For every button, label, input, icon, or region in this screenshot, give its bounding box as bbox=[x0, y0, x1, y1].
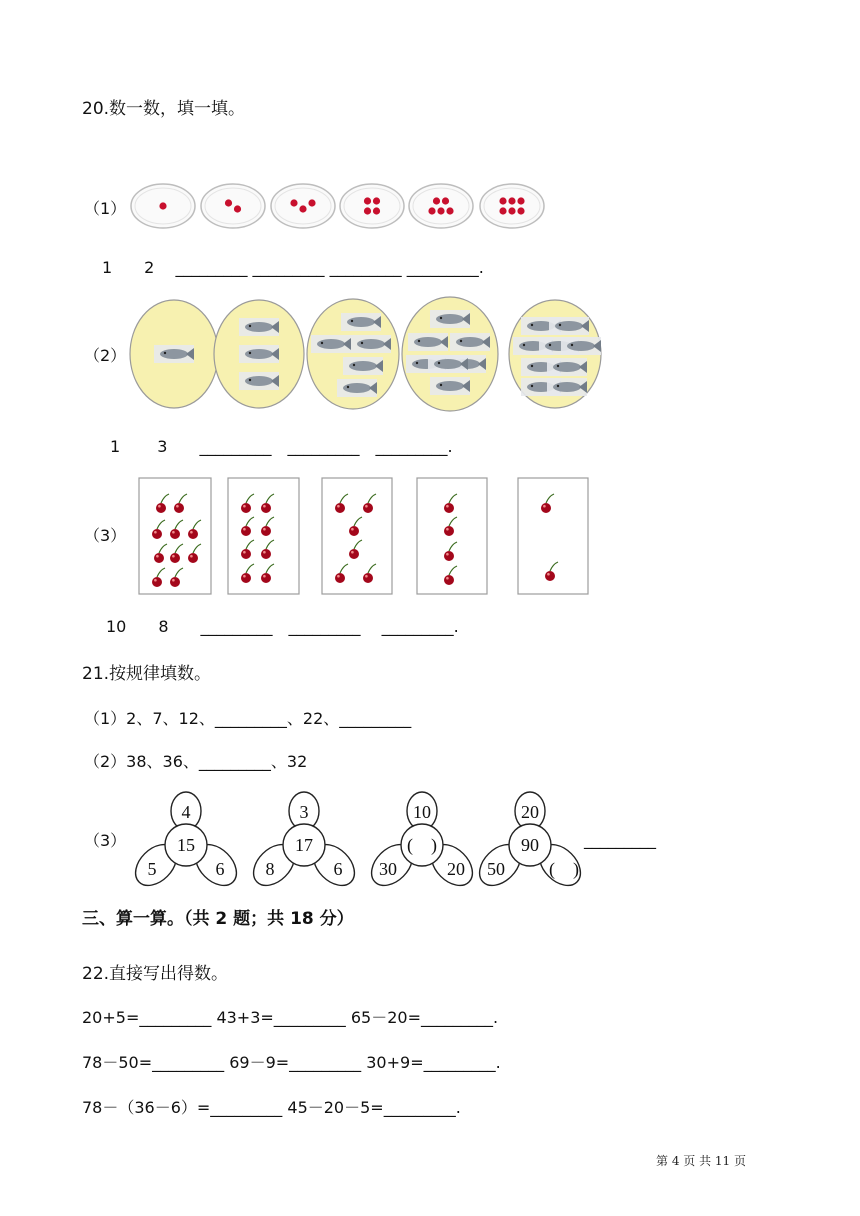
red-dot bbox=[499, 197, 506, 204]
q22-line1: 20+5=_________ 43+3=_________ 65－20=_________. bbox=[82, 1008, 499, 1027]
flower-center-number: ( ) bbox=[407, 835, 437, 855]
flower-left-number: 5 bbox=[147, 859, 157, 879]
dot-plate bbox=[201, 184, 265, 228]
red-dot bbox=[308, 199, 315, 206]
q20-row2-answers: 1 3 _________ _________ _________. bbox=[110, 437, 453, 456]
red-dot bbox=[364, 197, 371, 204]
red-dot bbox=[428, 207, 435, 214]
fish-oval bbox=[307, 299, 399, 409]
flower-center-number: 90 bbox=[521, 835, 539, 855]
q20-title: 20.数一数，填一填。 bbox=[82, 99, 246, 119]
q20-row2-label: （2） bbox=[84, 346, 127, 365]
flower-left-number: 8 bbox=[265, 859, 275, 879]
flower-right-number: ( ) bbox=[549, 859, 579, 879]
page-footer: 第 4 页 共 11 页 bbox=[656, 1154, 746, 1168]
fish-icon bbox=[430, 310, 470, 328]
cherry-box bbox=[518, 478, 588, 594]
q21-line2: （2）38、36、_________、32 bbox=[84, 752, 308, 771]
flower-top-number: 3 bbox=[299, 802, 309, 822]
number-flower bbox=[246, 792, 363, 893]
fish-icon bbox=[450, 333, 490, 351]
q21-blank3: _________ bbox=[584, 830, 656, 849]
number-flower bbox=[128, 792, 245, 893]
flower-center-number: 15 bbox=[177, 835, 195, 855]
q22-line2: 78－50=_________ 69－9=_________ 30+9=_________. bbox=[82, 1053, 501, 1072]
q20-row3-answers: 10 8 _________ _________ _________. bbox=[106, 617, 459, 636]
number-flower bbox=[364, 792, 481, 893]
flower-top-number: 10 bbox=[413, 802, 431, 822]
q20-row1-label: （1） bbox=[84, 199, 127, 218]
dot-plate bbox=[409, 184, 473, 228]
flower-top-number: 4 bbox=[181, 802, 191, 822]
cherry-box bbox=[417, 478, 487, 594]
q21-label3: （3） bbox=[84, 831, 127, 850]
red-dot bbox=[437, 207, 444, 214]
fish-icon bbox=[239, 318, 279, 336]
number-flowers bbox=[132, 790, 592, 890]
red-dot bbox=[442, 197, 449, 204]
red-dot bbox=[159, 202, 166, 209]
red-dot bbox=[508, 197, 515, 204]
red-dot bbox=[433, 197, 440, 204]
q21-line1: （1）2、7、12、_________、22、_________ bbox=[84, 709, 412, 728]
q20-row3-label: （3） bbox=[84, 526, 127, 545]
flower-top-number: 20 bbox=[521, 802, 539, 822]
red-dot bbox=[373, 207, 380, 214]
fish-icon bbox=[239, 372, 279, 390]
number-flower bbox=[472, 792, 589, 893]
red-dot bbox=[234, 205, 241, 212]
red-dot bbox=[517, 207, 524, 214]
fish-icon bbox=[547, 378, 587, 396]
cherry-boxes bbox=[136, 476, 596, 596]
fish-icon bbox=[430, 377, 470, 395]
dot-plate bbox=[271, 184, 335, 228]
fish-icon bbox=[549, 317, 589, 335]
fish-icon bbox=[428, 355, 468, 373]
q20-row1-answers: 1 2 _________ _________ _________ _________. bbox=[102, 258, 484, 277]
fish-icon bbox=[343, 357, 383, 375]
flower-center-number: 17 bbox=[295, 835, 313, 855]
flower-left-number: 30 bbox=[379, 859, 397, 879]
fish-icon bbox=[351, 335, 391, 353]
red-dot bbox=[508, 207, 515, 214]
cherry-box bbox=[139, 478, 211, 594]
fish-icon bbox=[154, 345, 194, 363]
fish-icon bbox=[311, 335, 351, 353]
red-dot bbox=[225, 199, 232, 206]
q22-line3: 78－（36－6）=_________ 45－20－5=_________. bbox=[82, 1098, 461, 1117]
red-dot bbox=[499, 207, 506, 214]
fish-ovals bbox=[130, 296, 610, 416]
red-dot bbox=[290, 199, 297, 206]
fish-icon bbox=[341, 313, 381, 331]
fish-icon bbox=[337, 379, 377, 397]
flower-right-number: 6 bbox=[333, 859, 343, 879]
q22-title: 22.直接写出得数。 bbox=[82, 964, 229, 984]
fish-icon bbox=[239, 345, 279, 363]
red-dot bbox=[517, 197, 524, 204]
flower-right-number: 6 bbox=[215, 859, 225, 879]
fish-oval bbox=[130, 300, 218, 408]
red-dot bbox=[364, 207, 371, 214]
q21-title: 21.按规律填数。 bbox=[82, 664, 212, 684]
fish-oval bbox=[509, 300, 601, 408]
fish-oval bbox=[402, 297, 498, 411]
dot-plates bbox=[128, 182, 558, 232]
cherry-box bbox=[228, 478, 299, 594]
dot-plate bbox=[480, 184, 544, 228]
red-dot bbox=[446, 207, 453, 214]
red-dot bbox=[299, 205, 306, 212]
red-dot bbox=[373, 197, 380, 204]
fish-icon bbox=[547, 358, 587, 376]
cherry-box bbox=[322, 478, 392, 594]
fish-icon bbox=[561, 337, 601, 355]
section3-title: 三、算一算。（共 2 题；共 18 分） bbox=[82, 909, 354, 929]
fish-icon bbox=[408, 333, 448, 351]
dot-plate bbox=[131, 184, 195, 228]
dot-plate bbox=[340, 184, 404, 228]
flower-right-number: 20 bbox=[447, 859, 465, 879]
flower-left-number: 50 bbox=[487, 859, 505, 879]
fish-oval bbox=[214, 300, 304, 408]
